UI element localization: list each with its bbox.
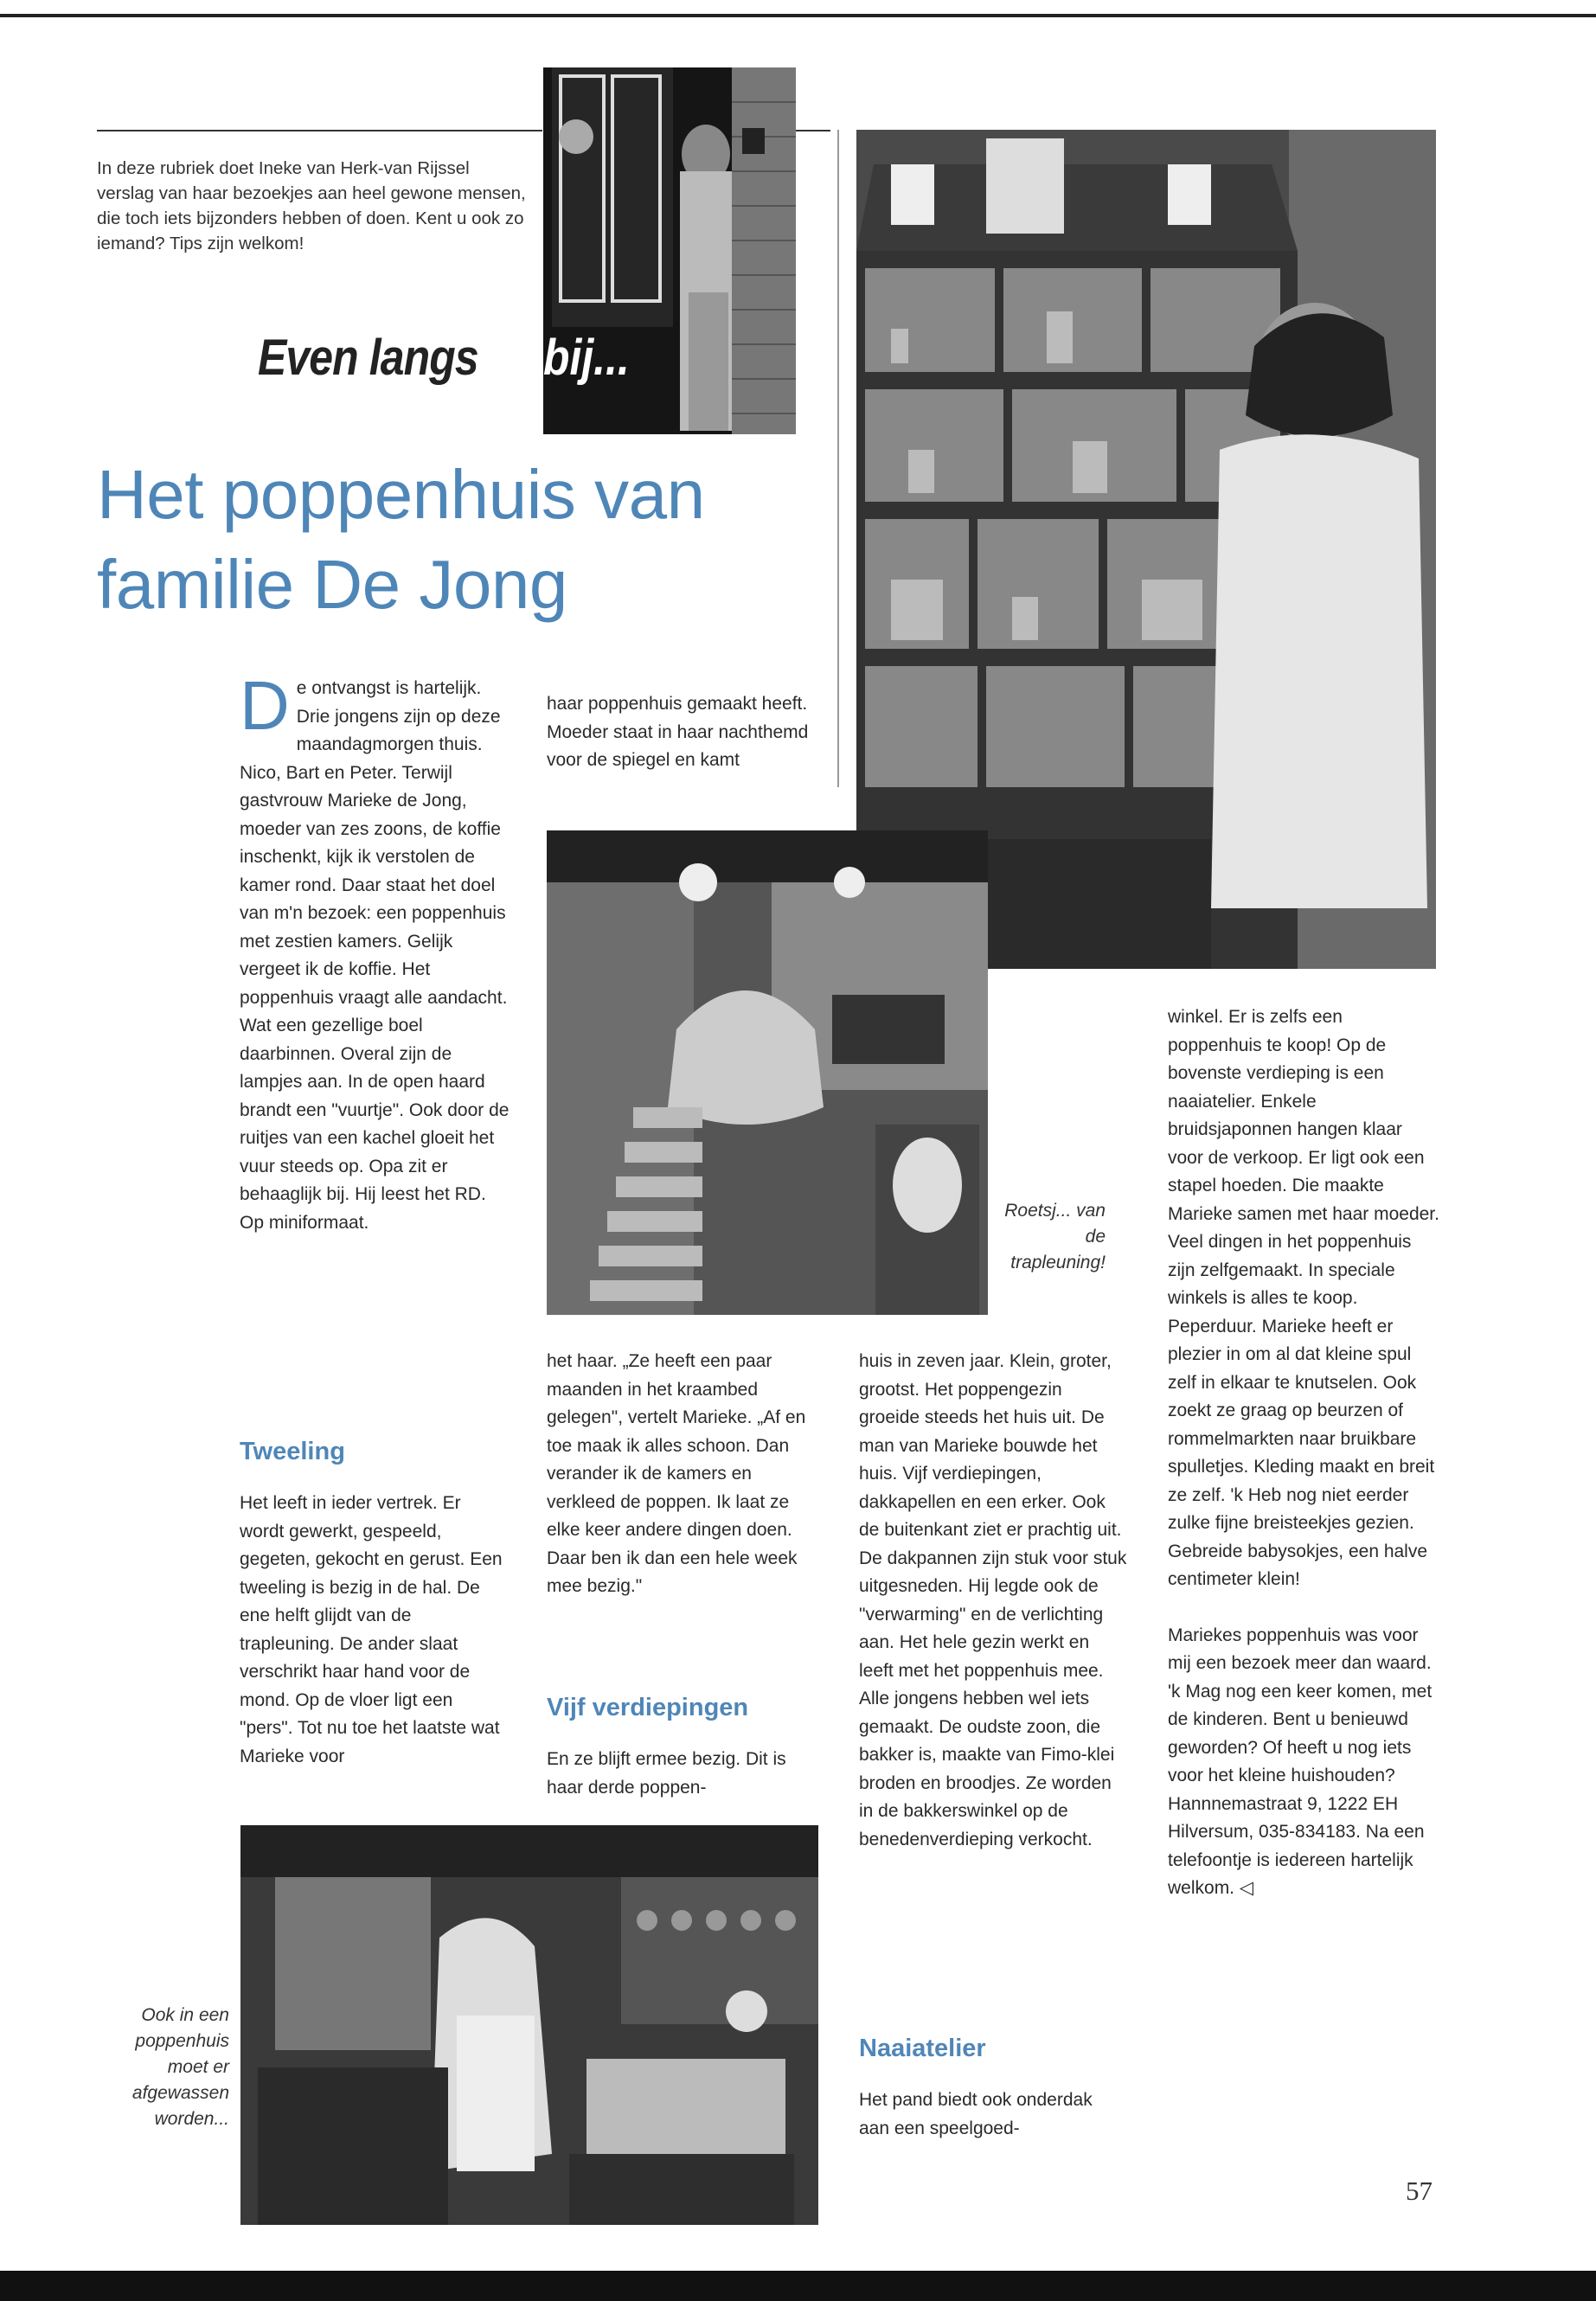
- paragraph-kraambed: het haar. „Ze heeft een paar maanden in het kraambed gelegen", vertelt Marieke. „Af en toe maak ik alles schoon. Dan verander ik de kamers en verkleed de poppen. Ik laat ze elke keer andere dingen doen. Daar ben ik dan een hele week mee bezig.": [547, 1351, 806, 1596]
- caption-kitchen: Ook in een poppenhuis moet er afgewassen worden...: [131, 2005, 229, 2129]
- paragraph-mother: haar poppenhuis gemaakt heeft. Moeder staat in haar nachthemd voor de spiegel en kamt: [547, 694, 809, 770]
- column-2-end: [547, 1746, 815, 1802]
- intro-rule: [97, 130, 542, 131]
- paragraph-closing: Mariekes poppenhuis was voor mij een bezoek meer dan waard. 'k Mag nog een keer komen, met de kinderen. Bent u benieuwd geworden? Of heeft u nog iets voor het kleine huishouden? Hannnemastraat 9, 1222 EH Hilversum, 035-834183. Na een telefoontje is iedereen hartelijk welkom. ◁: [1168, 1625, 1433, 1898]
- paragraph-cosy: Wat een gezellige boel daarbinnen. Overal zijn de lampjes aan. In de open haard brandt een "vuurtje". Ook door de ruitjes van een kachel gloeit het vuur steeds op. Opa zit er behaaglijk bij. Hij leest het RD. Op miniformaat.: [240, 1016, 510, 1233]
- column-4: [1168, 1003, 1440, 1903]
- paragraph-house-build: huis in zeven jaar. Klein, groter, grootst. Het poppengezin groeide steeds het huis uit. De man van Marieke bouwde het huis. Vijf verdiepingen, dakkapellen en een erker. Ook de buitenkant ziet er prachtig uit. De dakpannen zijn stuk voor stuk uitgesneden. Hij legde ook de "verwarming" en de verlichting aan. Het hele gezin werkt en leeft met het poppenhuis mee. Alle jongens hebben wel iets gemaakt. De oudste zoon, die bakker is, maakte van Fimo-klei broden en broodjes. Ze worden in de bakkerswinkel op de benedenverdieping verkocht.: [859, 1351, 1127, 1849]
- column-1-continued: [240, 1490, 510, 1771]
- kitchen-photo: [240, 1825, 818, 2225]
- page-title: Het poppenhuis van familie De Jong: [97, 456, 705, 623]
- column-2-bottom: [547, 1348, 815, 1601]
- stairs-photo: [547, 830, 988, 1315]
- column-1: [240, 667, 510, 1237]
- paragraph-text: e ontvangst is hartelijk. Drie jongens zijn op deze maandagmorgen thuis. Nico, Bart en Peter. Terwijl gastvrouw Marieke de Jong, moeder van zes zoons, de koffie inschenkt, kijk ik verstolen de kamer rond. Daar staat het doel van m'n bezoek: een poppenhuis met zestien kamers. Gelijk vergeet ik de koffie. Het poppenhuis vraagt alle aandacht.: [240, 678, 508, 1008]
- paragraph-toy-shop: Het pand biedt ook onderdak aan een speelgoed-: [859, 2090, 1093, 2138]
- heading-tweeling: Tweeling: [240, 1438, 345, 1465]
- top-border: [0, 14, 1596, 17]
- paragraph-third-house: En ze blijft ermee bezig. Dit is haar derde poppen-: [547, 1749, 786, 1798]
- paragraph-tweeling: Het leeft in ieder vertrek. Er wordt gewerkt, gespeeld, gegeten, gekocht en gerust. Een tweeling is bezig in de hal. De ene helft glijdt van de trapleuning. De ander slaat verschrikt haar hand voor de mond. Op de vloer ligt een "pers". Tot nu toe het laatste wat Marieke voor: [240, 1493, 503, 1766]
- column-2-top: [547, 690, 815, 775]
- page-number: 57: [1406, 2176, 1433, 2206]
- drop-cap: D: [240, 667, 290, 744]
- heading-vijf-verdiepingen: Vijf verdiepingen: [547, 1694, 749, 1721]
- caption-stairs: Roetsj... van de trapleuning!: [1004, 1201, 1106, 1272]
- bottom-border: [0, 2271, 1596, 2301]
- heading-naaiatelier: Naaiatelier: [859, 2035, 986, 2062]
- paragraph-intro: [240, 667, 510, 1012]
- section-label: Even langs: [258, 330, 478, 386]
- column-3: [859, 1348, 1127, 1854]
- paragraph-sewing: winkel. Er is zelfs een poppenhuis te koop! Op de bovenste verdieping is een naaiatelier. Enkele bruidsjaponnen hangen klaar voor de verkoop. Er ligt ook een stapel hoeden. Die maakte Marieke samen met haar moeder. Veel dingen in het poppenhuis zijn zelfgemaakt. In speciale winkels is alles te koop. Peperduur. Marieke heeft er plezier in om al dat kleine spul zelf in elkaar te knutselen. Ook zoekt ze graag op beurzen of rommelmarkten naar bruikbare spulletjes. Kleding maakt en breit ze zelf. 'k Heb nog niet eerder zulke fijne breisteekjes gezien. Gebreide babysokjes, een halve centimeter klein!: [1168, 1007, 1439, 1589]
- section-label-bij: bij...: [543, 330, 630, 386]
- intro-text: In deze rubriek doet Ineke van Herk-van Rijssel verslag van haar bezoekjes aan heel gewone mensen, die toch iets bijzonders hebben of doen. Kent u ook zo iemand? Tips zijn welkom!: [97, 158, 526, 253]
- column-3-end: [859, 2086, 1127, 2143]
- intro-rule-right: [796, 130, 830, 131]
